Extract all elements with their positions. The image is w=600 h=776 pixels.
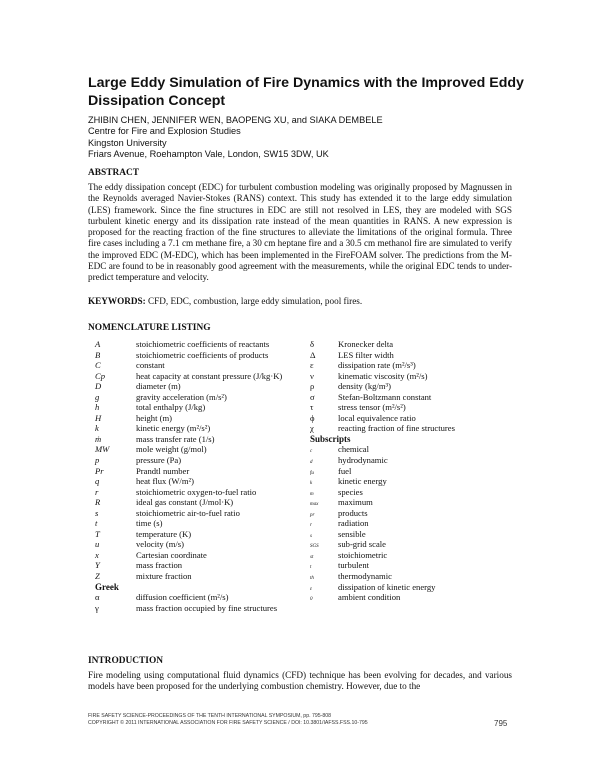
nomenclature-row bbox=[310, 529, 510, 540]
keywords-label: KEYWORDS: bbox=[88, 296, 146, 306]
nomenclature-row bbox=[95, 592, 305, 603]
nomenclature-description: stoichiometric bbox=[338, 549, 388, 560]
nomenclature-symbol: st bbox=[310, 554, 314, 560]
nomenclature-symbol: ṁ bbox=[95, 433, 102, 444]
nomenclature-symbol: H bbox=[95, 412, 102, 423]
abstract-text: The eddy dissipation concept (EDC) for turbulent combustion modeling was originally proposed by Magnussen in the Reynolds averaged Navier-Stokes (RANS) context. This study has extended it to the large eddy simulation (LES) framework. Since the fine structures in EDC are still not resolved in LES, they are modeled with SGS turbulent kinetic energy and its dissipation rate instead of the mean quantities in RANS. A new expression is proposed for the reacting fraction of the fine structures to alleviate the limitations of the original formula. Three fire cases including a 7.1 cm methane fire, a 30 cm heptane fire and a 30.5 cm methanol fire are simulated to verify the improved EDC (M-EDC), which has been implemented in the FireFOAM solver. The predictions from the M-EDC are found to be in reasonably good agreement with the measurements, while the original EDC tends to under-predict temperature and velocity. bbox=[88, 182, 512, 283]
nomenclature-description: dissipation of kinetic energy bbox=[338, 581, 436, 592]
nomenclature-symbol: g bbox=[95, 391, 100, 402]
nomenclature-symbol: δ bbox=[310, 339, 315, 349]
nomenclature-description: LES filter width bbox=[338, 349, 394, 360]
nomenclature-symbol: s bbox=[310, 533, 312, 539]
nomenclature-row bbox=[310, 402, 510, 413]
affiliation-line: Centre for Fire and Explosion Studies bbox=[88, 126, 241, 137]
nomenclature-row bbox=[95, 550, 305, 561]
nomenclature-row bbox=[95, 539, 305, 550]
nomenclature-description: Stefan-Boltzmann constant bbox=[338, 391, 432, 402]
keywords bbox=[88, 296, 362, 306]
nomenclature-symbol: σ bbox=[310, 391, 315, 402]
nomenclature-symbol: c bbox=[310, 449, 313, 455]
nomenclature-symbol: m bbox=[310, 491, 314, 497]
nomenclature-row bbox=[95, 571, 305, 582]
nomenclature-description: mass transfer rate (1/s) bbox=[136, 433, 215, 444]
nomenclature-description: height (m) bbox=[136, 412, 173, 423]
nomenclature-symbol: s bbox=[95, 507, 99, 518]
nomenclature-symbol: d bbox=[310, 460, 313, 466]
abstract-heading: ABSTRACT bbox=[88, 168, 140, 178]
nomenclature-symbol: ε bbox=[310, 586, 312, 592]
nomenclature-row bbox=[310, 571, 510, 582]
introduction-text: Fire modeling using computational fluid dynamics (CFD) technique has been evolving for decades, and various models have been proposed for the underlying combustion chemistry. However, due to the bbox=[88, 670, 512, 692]
nomenclature-symbol: q bbox=[95, 476, 100, 487]
nomenclature-symbol: τ bbox=[310, 402, 314, 413]
nomenclature-row bbox=[95, 560, 305, 571]
nomenclature-row bbox=[95, 371, 305, 382]
nomenclature-row bbox=[310, 487, 510, 498]
nomenclature-description: mixture fraction bbox=[136, 571, 192, 582]
nomenclature-symbol: r bbox=[95, 486, 99, 497]
nomenclature-row bbox=[310, 423, 510, 434]
nomenclature-symbol: ϕ bbox=[310, 412, 315, 423]
nomenclature-symbol: T bbox=[95, 528, 100, 539]
nomenclature-description: stoichiometric coefficients of reactants bbox=[136, 339, 270, 349]
nomenclature-symbol: th bbox=[310, 576, 314, 582]
nomenclature-row bbox=[95, 350, 305, 361]
nomenclature-row bbox=[310, 360, 510, 371]
nomenclature-description: fuel bbox=[338, 465, 352, 476]
nomenclature-row bbox=[310, 539, 510, 550]
nomenclature-row bbox=[95, 518, 305, 529]
nomenclature-row bbox=[310, 497, 510, 508]
nomenclature-description: dissipation rate (m²/s³) bbox=[338, 360, 416, 371]
nomenclature-row bbox=[95, 381, 305, 392]
nomenclature-row bbox=[95, 476, 305, 487]
nomenclature-symbol: k bbox=[95, 423, 99, 434]
nomenclature-row bbox=[95, 529, 305, 540]
nomenclature-description: stoichiometric coefficients of products bbox=[136, 349, 269, 360]
nomenclature-left-column bbox=[95, 339, 305, 613]
nomenclature-description: species bbox=[338, 486, 363, 497]
nomenclature-row bbox=[310, 381, 510, 392]
nomenclature-description: Cartesian coordinate bbox=[136, 549, 207, 560]
nomenclature-symbol: R bbox=[95, 497, 101, 508]
nomenclature-description: mass fraction bbox=[136, 560, 183, 571]
nomenclature-symbol: B bbox=[95, 349, 101, 360]
introduction-heading: INTRODUCTION bbox=[88, 656, 164, 666]
nomenclature-symbol: x bbox=[95, 549, 99, 560]
footer-line: COPYRIGHT © 2011 INTERNATIONAL ASSOCIATION FOR FIRE SAFETY SCIENCE / DOI: 10.3801/IAFSS.FSS.10-795 bbox=[88, 720, 368, 726]
nomenclature-row bbox=[310, 413, 510, 424]
nomenclature-symbol: C bbox=[95, 360, 101, 371]
nomenclature-row bbox=[95, 466, 305, 477]
nomenclature-description: chemical bbox=[338, 444, 370, 455]
keywords-text: CFD, EDC, combustion, large eddy simulation, pool fires. bbox=[147, 296, 363, 306]
nomenclature-symbol: h bbox=[95, 402, 100, 413]
affiliation-line: Kingston University bbox=[88, 137, 167, 148]
nomenclature-symbol: Cp bbox=[95, 370, 106, 381]
nomenclature-description: local equivalence ratio bbox=[338, 412, 416, 423]
nomenclature-description: kinematic viscosity (m²/s) bbox=[338, 370, 428, 381]
nomenclature-description: maximum bbox=[338, 497, 373, 508]
nomenclature-symbol: α bbox=[95, 592, 100, 603]
nomenclature-symbol: max bbox=[310, 502, 319, 508]
nomenclature-row bbox=[95, 434, 305, 445]
nomenclature-row bbox=[310, 592, 510, 603]
nomenclature-description: total enthalpy (J/kg) bbox=[136, 402, 206, 413]
nomenclature-description: diffusion coefficient (m²/s) bbox=[136, 592, 229, 603]
nomenclature-description: ambient condition bbox=[338, 592, 401, 603]
nomenclature-row bbox=[95, 413, 305, 424]
nomenclature-description: stoichiometric oxygen-to-fuel ratio bbox=[136, 486, 257, 497]
page-number: 795 bbox=[494, 719, 508, 728]
nomenclature-description: stress tensor (m²/s²) bbox=[338, 402, 406, 413]
nomenclature-description: mass fraction occupied by fine structures bbox=[136, 602, 278, 613]
nomenclature-symbol: SGS bbox=[310, 544, 319, 550]
nomenclature-symbol: r bbox=[310, 523, 312, 529]
nomenclature-row bbox=[95, 444, 305, 455]
nomenclature-description: hydrodynamic bbox=[338, 455, 388, 466]
nomenclature-row bbox=[95, 360, 305, 371]
nomenclature-row bbox=[310, 350, 510, 361]
nomenclature-row bbox=[310, 476, 510, 487]
nomenclature-symbol: A bbox=[95, 339, 101, 349]
nomenclature-symbol: Δ bbox=[310, 349, 316, 360]
nomenclature-symbol: t bbox=[95, 518, 98, 529]
nomenclature-row bbox=[95, 455, 305, 466]
affiliation-line: Friars Avenue, Roehampton Vale, London, SW15 3DW, UK bbox=[88, 149, 329, 160]
nomenclature-description: sensible bbox=[338, 528, 366, 539]
nomenclature-row bbox=[95, 423, 305, 434]
nomenclature-symbol: χ bbox=[310, 423, 314, 434]
nomenclature-description: mole weight (g/mol) bbox=[136, 444, 207, 455]
nomenclature-symbol: Z bbox=[95, 571, 100, 582]
nomenclature-description: constant bbox=[136, 360, 165, 371]
nomenclature-description: kinetic energy (m²/s²) bbox=[136, 423, 211, 434]
nomenclature-description: velocity (m/s) bbox=[136, 539, 184, 550]
nomenclature-description: diameter (m) bbox=[136, 381, 181, 392]
nomenclature-description: products bbox=[338, 507, 368, 518]
nomenclature-symbol: 0 bbox=[310, 597, 313, 603]
nomenclature-row bbox=[310, 560, 510, 571]
nomenclature-symbol: t bbox=[310, 565, 312, 571]
nomenclature-symbol: pr bbox=[310, 512, 315, 518]
nomenclature-heading: NOMENCLATURE LISTING bbox=[88, 323, 211, 333]
page-footer bbox=[88, 713, 368, 727]
nomenclature-symbol: MW bbox=[95, 444, 110, 455]
nomenclature-description: ideal gas constant (J/mol·K) bbox=[136, 497, 234, 508]
nomenclature-row bbox=[310, 392, 510, 403]
nomenclature-description: density (kg/m³) bbox=[338, 381, 391, 392]
nomenclature-description: stoichiometric air-to-fuel ratio bbox=[136, 507, 240, 518]
author-block bbox=[88, 115, 383, 161]
nomenclature-description: kinetic energy bbox=[338, 476, 387, 487]
nomenclature-description: Kronecker delta bbox=[338, 339, 394, 349]
nomenclature-description: heat flux (W/m²) bbox=[136, 476, 194, 487]
nomenclature-row bbox=[310, 550, 510, 561]
nomenclature-description: gravity acceleration (m/s²) bbox=[136, 391, 227, 402]
nomenclature-symbol: D bbox=[95, 381, 102, 392]
nomenclature-symbol: k bbox=[310, 481, 313, 487]
nomenclature-row bbox=[310, 455, 510, 466]
nomenclature-row bbox=[95, 392, 305, 403]
nomenclature-row bbox=[310, 466, 510, 477]
nomenclature-description: radiation bbox=[338, 518, 369, 529]
greek-heading-row bbox=[95, 582, 305, 593]
subscripts-heading: Subscripts bbox=[310, 433, 351, 444]
nomenclature-description: temperature (K) bbox=[136, 528, 192, 539]
nomenclature-description: Prandtl number bbox=[136, 465, 190, 476]
nomenclature-row bbox=[310, 371, 510, 382]
nomenclature-row bbox=[95, 487, 305, 498]
footer-line: FIRE SAFETY SCIENCE-PROCEEDINGS OF THE TENTH INTERNATIONAL SYMPOSIUM, pp. 795-808 bbox=[88, 713, 331, 719]
nomenclature-description: thermodynamic bbox=[338, 571, 392, 582]
nomenclature-symbol: ε bbox=[310, 360, 314, 371]
nomenclature-description: turbulent bbox=[338, 560, 370, 571]
nomenclature-symbol: u bbox=[95, 539, 100, 550]
nomenclature-description: sub-grid scale bbox=[338, 539, 386, 550]
author-list: ZHIBIN CHEN, JENNIFER WEN, BAOPENG XU, and SIAKA DEMBELE bbox=[88, 115, 383, 125]
nomenclature-row bbox=[310, 582, 510, 593]
nomenclature-symbol: p bbox=[95, 455, 100, 466]
nomenclature-right-column bbox=[310, 339, 510, 603]
nomenclature-description: time (s) bbox=[136, 518, 163, 529]
nomenclature-symbol: fu bbox=[310, 470, 314, 476]
nomenclature-description: reacting fraction of fine structures bbox=[338, 423, 455, 434]
nomenclature-row bbox=[310, 518, 510, 529]
greek-heading: Greek bbox=[95, 581, 119, 592]
nomenclature-row bbox=[310, 508, 510, 519]
nomenclature-description: pressure (Pa) bbox=[136, 455, 182, 466]
nomenclature-symbol: γ bbox=[95, 602, 99, 613]
nomenclature-row bbox=[95, 508, 305, 519]
nomenclature-row bbox=[95, 497, 305, 508]
paper-title: Large Eddy Simulation of Fire Dynamics with the Improved Eddy Dissipation Concept bbox=[88, 75, 524, 109]
nomenclature-symbol: ρ bbox=[310, 381, 315, 392]
nomenclature-symbol: Pr bbox=[95, 465, 104, 476]
nomenclature-row bbox=[95, 402, 305, 413]
nomenclature-row bbox=[95, 339, 305, 350]
subscripts-heading-row bbox=[310, 434, 510, 445]
nomenclature-symbol: Y bbox=[95, 560, 100, 571]
nomenclature-symbol: ν bbox=[310, 370, 314, 381]
nomenclature-row bbox=[310, 339, 510, 350]
nomenclature-row bbox=[310, 444, 510, 455]
nomenclature-row bbox=[95, 603, 305, 614]
nomenclature-description: heat capacity at constant pressure (J/kg·K) bbox=[136, 370, 283, 381]
